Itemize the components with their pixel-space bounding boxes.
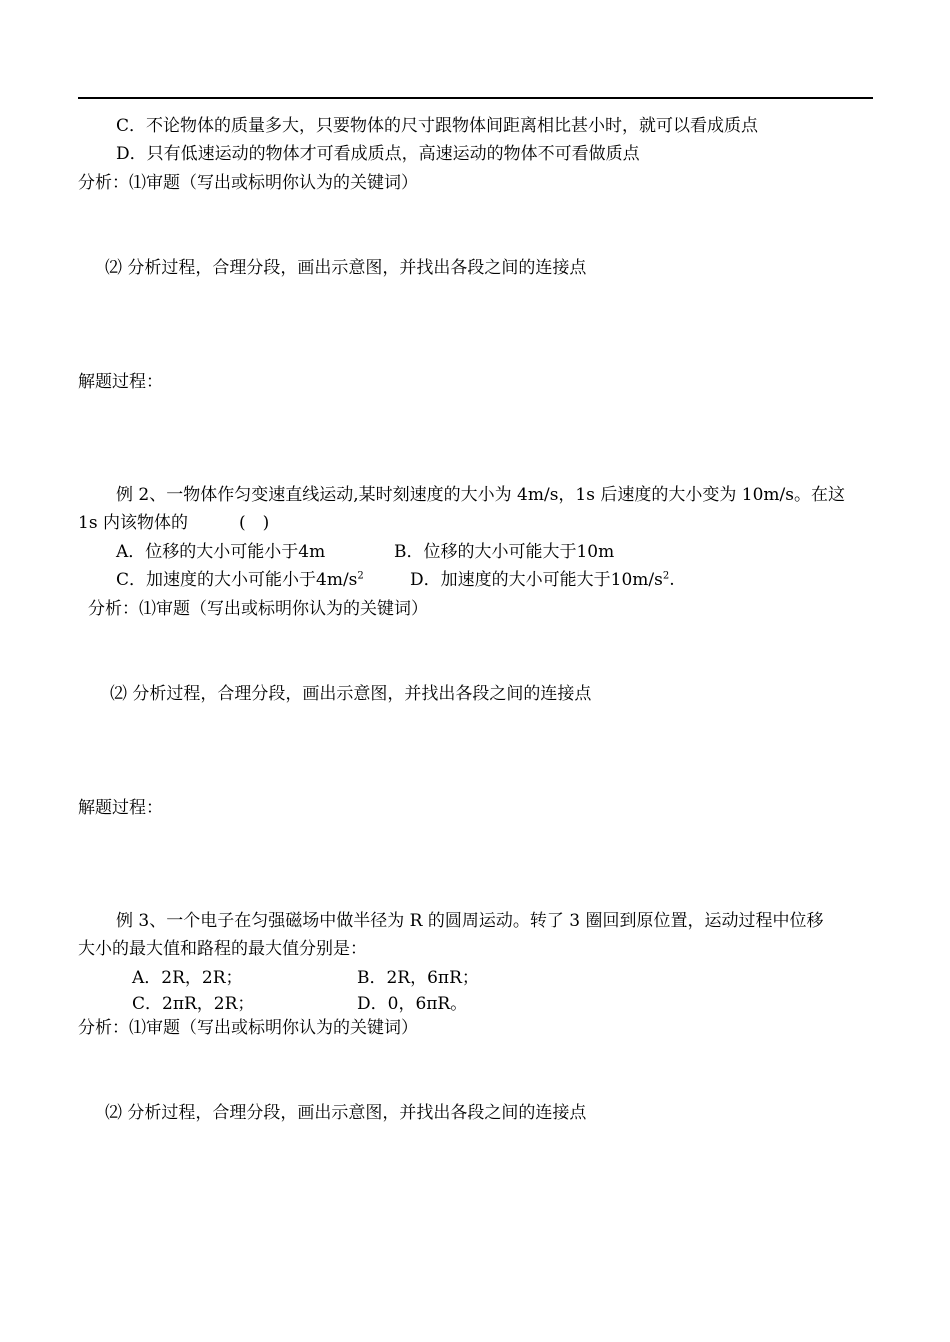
q2-analysis-step1: 分析：⑴审题（写出或标明你认为的关键词） bbox=[88, 599, 428, 619]
q2-option-b: B．位移的大小可能大于10m bbox=[394, 542, 615, 562]
q2-option-c-exponent: 2 bbox=[357, 570, 364, 582]
q2-stem-line2: 1s 内该物体的 ( ) bbox=[78, 513, 270, 533]
q1-analysis-step2: ⑵ 分析过程，合理分段，画出示意图，并找出各段之间的连接点 bbox=[105, 258, 587, 278]
q1-option-d: D．只有低速运动的物体才可看成质点，高速运动的物体不可看做质点 bbox=[116, 144, 640, 164]
q2-option-a: A．位移的大小可能小于4m bbox=[116, 542, 326, 562]
q2-option-c bbox=[116, 569, 364, 591]
q3-analysis-step2: ⑵ 分析过程，合理分段，画出示意图，并找出各段之间的连接点 bbox=[105, 1103, 587, 1123]
q2-solution-label: 解题过程： bbox=[78, 798, 163, 818]
q3-analysis-step1: 分析：⑴审题（写出或标明你认为的关键词） bbox=[78, 1018, 418, 1038]
q1-option-c: C．不论物体的质量多大，只要物体的尺寸跟物体间距离相比甚小时，就可以看成质点 bbox=[116, 116, 759, 136]
q3-option-b: B．2R，6πR； bbox=[357, 968, 479, 988]
q3-option-c: C．2πR，2R； bbox=[132, 994, 255, 1014]
q2-stem-line1: 例 2、一物体作匀变速直线运动,某时刻速度的大小为 4m/s，1s 后速度的大小变为 10m/s。在这 bbox=[116, 485, 845, 505]
q2-analysis-step2: ⑵ 分析过程，合理分段，画出示意图，并找出各段之间的连接点 bbox=[110, 684, 592, 704]
q3-stem-line1: 例 3、一个电子在匀强磁场中做半径为 R 的圆周运动。转了 3 圈回到原位置，运动过程中位移 bbox=[116, 911, 824, 931]
q2-option-d-exponent: 2 bbox=[662, 570, 670, 582]
q2-option-d-period: . bbox=[669, 570, 675, 590]
q2-option-d bbox=[410, 569, 675, 591]
q2-option-d-text: D．加速度的大小可能大于10m/s bbox=[410, 570, 663, 590]
q3-option-a: A．2R，2R； bbox=[132, 968, 243, 988]
q1-analysis-step1: 分析：⑴审题（写出或标明你认为的关键词） bbox=[78, 173, 418, 193]
q3-option-d: D．0，6πR。 bbox=[357, 994, 468, 1014]
q3-stem-line2: 大小的最大值和路程的最大值分别是： bbox=[78, 939, 367, 959]
header-rule bbox=[78, 97, 873, 99]
q1-solution-label: 解题过程： bbox=[78, 372, 163, 392]
q2-option-c-text: C．加速度的大小可能小于4m/s bbox=[116, 570, 358, 590]
